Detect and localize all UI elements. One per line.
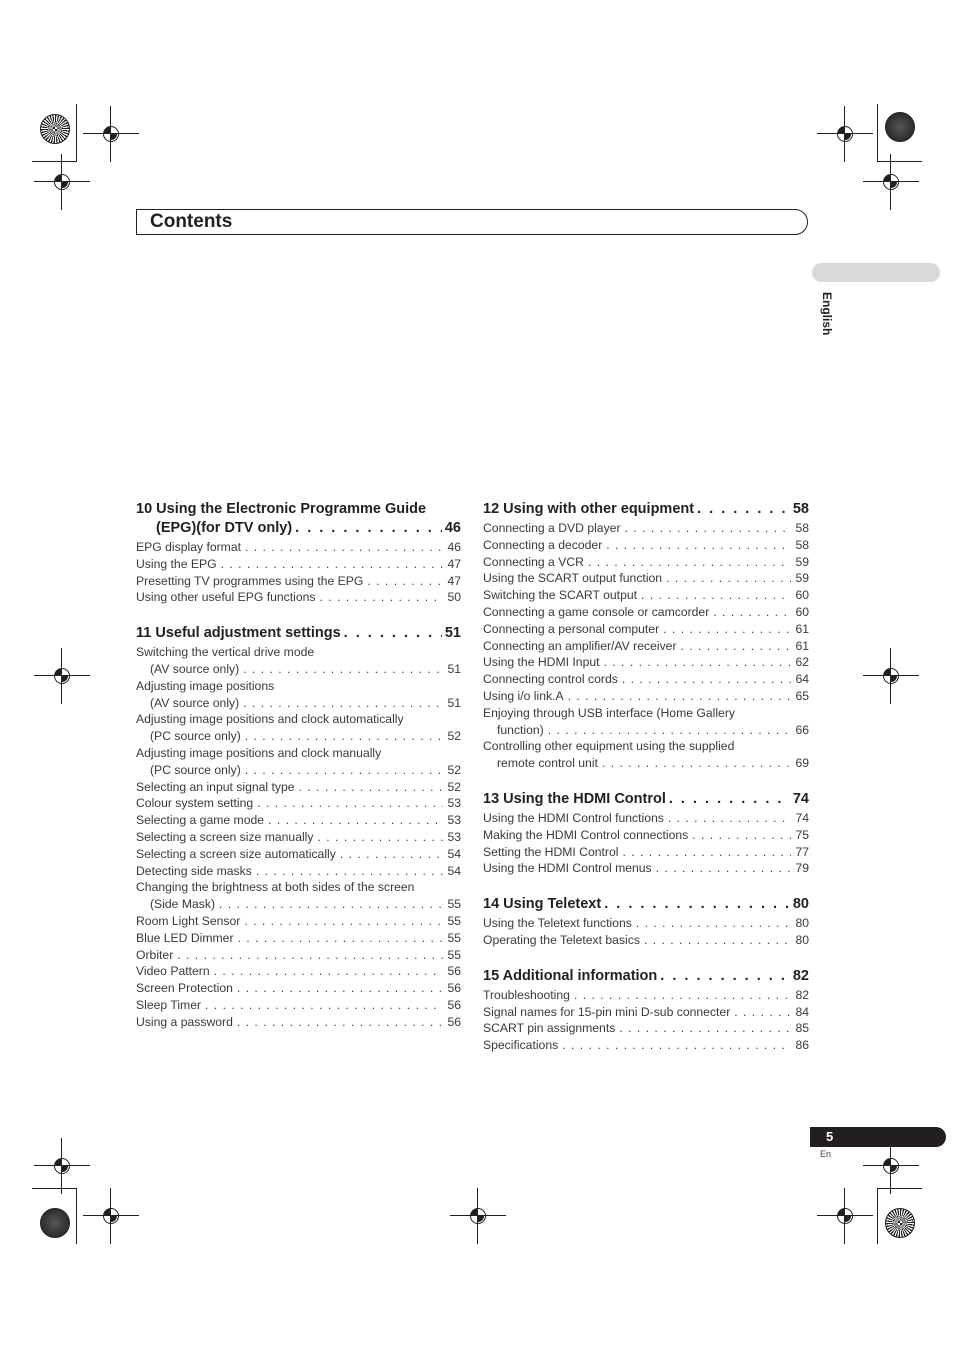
- crop-mark: [76, 1188, 77, 1244]
- toc-entry: [483, 570, 809, 587]
- page-number: 5: [826, 1129, 834, 1144]
- toc-entry-label: Connecting a decoder: [483, 537, 603, 552]
- toc-entry: [136, 1014, 461, 1031]
- toc-entry-row: [136, 829, 461, 846]
- toc-entry-label: Room Light Sensor: [136, 913, 241, 928]
- toc-entry: [483, 738, 809, 772]
- language-tab: [812, 263, 940, 282]
- section-heading-text: 14 Using Teletext: [483, 896, 602, 913]
- toc-entry-label: Using the HDMI Control functions: [483, 810, 664, 825]
- toc-entry-label: Using the HDMI Input: [483, 655, 600, 670]
- color-target-icon: [40, 114, 70, 144]
- toc-entry-label: Changing the brightness at both sides of the screen: [136, 880, 415, 895]
- dot-leader: [205, 997, 443, 1014]
- toc-entry: [483, 915, 809, 932]
- toc-entry-row: [136, 779, 461, 796]
- toc-entry-label: Troubleshooting: [483, 987, 570, 1002]
- toc-entry-label-cont: remote control unit: [497, 756, 598, 771]
- toc-entry-page: 77: [795, 844, 809, 859]
- toc-entry-page: 54: [447, 846, 461, 861]
- registration-mark-icon: [50, 664, 74, 688]
- toc-entry: [483, 844, 809, 861]
- toc-entry-continuation: [136, 661, 461, 678]
- toc-entry-page: 80: [795, 916, 809, 931]
- toc-entry-label-cont: (AV source only): [150, 661, 240, 676]
- toc-entry: [483, 671, 809, 688]
- dot-leader: [622, 671, 791, 688]
- toc-entry-row: [483, 671, 809, 688]
- crop-mark: [877, 1188, 922, 1189]
- toc-entry: [136, 539, 461, 556]
- dot-leader: [268, 812, 443, 829]
- dot-leader: [244, 913, 443, 930]
- toc-entry-page: 61: [795, 638, 809, 653]
- section-page-number: 58: [792, 501, 809, 517]
- toc-entry: [136, 913, 461, 930]
- toc-entry-label: Using i/o link.A: [483, 688, 564, 703]
- dot-leader: [734, 1004, 791, 1021]
- toc-entry-row: [136, 980, 461, 997]
- dot-leader: [625, 520, 791, 537]
- toc-entry-row: [483, 915, 809, 932]
- toc-entry-label: Presetting TV programmes using the EPG: [136, 573, 364, 588]
- registration-mark-icon: [879, 1154, 903, 1178]
- toc-entry-label: Using the SCART output function: [483, 571, 663, 586]
- toc-entry-page: 51: [447, 661, 461, 676]
- toc-entry-page: 56: [447, 1014, 461, 1029]
- toc-entry: [483, 537, 809, 554]
- page-language-code: En: [820, 1149, 832, 1159]
- toc-entry: [483, 810, 809, 827]
- toc-section: [483, 500, 809, 772]
- toc-entry-row: [136, 1014, 461, 1031]
- toc-entry-page: 52: [447, 779, 461, 794]
- toc-entry: [483, 587, 809, 604]
- section-heading: [483, 790, 809, 809]
- section-heading-line2: [136, 519, 461, 538]
- dot-leader: [299, 779, 443, 796]
- toc-entry-page: 58: [795, 537, 809, 552]
- dot-leader: [340, 846, 443, 863]
- toc-section: [483, 967, 809, 1054]
- toc-section: [136, 500, 461, 606]
- dot-leader: [295, 519, 442, 538]
- dot-leader: [636, 915, 791, 932]
- registration-mark-icon: [99, 122, 123, 146]
- toc-entry-row: [136, 573, 461, 590]
- dot-leader: [243, 661, 443, 678]
- color-target-icon: [40, 1208, 70, 1238]
- toc-entry-continuation: [136, 695, 461, 712]
- toc-entry: [136, 930, 461, 947]
- section-page-number: 82: [792, 967, 809, 984]
- dot-leader: [619, 1020, 791, 1037]
- toc-section: [136, 624, 461, 1030]
- toc-entry: [136, 846, 461, 863]
- toc-entry-label: Switching the vertical drive mode: [136, 645, 315, 660]
- toc-entry-label: Selecting a screen size automatically: [136, 846, 336, 861]
- toc-entry: [136, 812, 461, 829]
- toc-entry: [483, 987, 809, 1004]
- toc-entry: [483, 621, 809, 638]
- toc-entry-page: 56: [447, 964, 461, 979]
- toc-entry-row: [483, 932, 809, 949]
- toc-entry-continuation: [136, 728, 461, 745]
- toc-entry-page: 62: [795, 655, 809, 670]
- toc-entry-label: Signal names for 15-pin mini D-sub connecter: [483, 1004, 731, 1019]
- dot-leader: [574, 987, 791, 1004]
- section-heading-line1: 10 Using the Electronic Programme Guide: [136, 501, 427, 517]
- toc-entry-label-cont: (Side Mask): [150, 897, 216, 912]
- page-title-bar: [136, 209, 808, 235]
- toc-entry-continuation: [136, 896, 461, 913]
- toc-entry-page: 55: [447, 913, 461, 928]
- toc-entry-page: 58: [795, 521, 809, 535]
- toc-entry-label: Orbiter: [136, 947, 174, 962]
- dot-leader: [660, 967, 790, 986]
- registration-mark-icon: [833, 122, 857, 146]
- toc-entry-label: Using the Teletext functions: [483, 916, 632, 931]
- toc-entry-page: 47: [447, 573, 461, 588]
- toc-entry-label-cont: (AV source only): [150, 695, 240, 710]
- dot-leader: [668, 810, 791, 827]
- toc-entry-page: 52: [447, 762, 461, 777]
- section-heading: [136, 624, 461, 643]
- toc-entry: [136, 980, 461, 997]
- toc-entry: [136, 589, 461, 606]
- registration-mark-icon: [50, 170, 74, 194]
- toc-entry-page: 66: [795, 722, 809, 737]
- dot-leader: [237, 1014, 443, 1031]
- toc-entry: [483, 1020, 809, 1037]
- toc-column-left: [136, 500, 461, 1049]
- toc-entry: [483, 554, 809, 571]
- toc-entry-row: [483, 688, 809, 705]
- toc-entry-label: Adjusting image positions: [136, 678, 275, 693]
- toc-entry-page: 55: [447, 947, 461, 962]
- toc-entry-row: [483, 604, 809, 621]
- toc-entry-label: Connecting an amplifier/AV receiver: [483, 638, 677, 653]
- toc-entry-page: 79: [795, 861, 809, 876]
- toc-entry: [136, 997, 461, 1014]
- dot-leader: [320, 589, 443, 606]
- dot-leader: [641, 587, 791, 604]
- section-page-number: 80: [792, 896, 809, 913]
- toc-entry-label: Switching the SCART output: [483, 588, 638, 603]
- toc-entry: [136, 745, 461, 779]
- toc-entry-label: EPG display format: [136, 540, 241, 554]
- crop-mark: [877, 161, 922, 162]
- crop-mark: [76, 104, 77, 162]
- toc-entry: [483, 638, 809, 655]
- toc-entry: [136, 678, 461, 712]
- dot-leader: [663, 621, 791, 638]
- dot-leader: [245, 728, 443, 745]
- dot-leader: [344, 624, 442, 643]
- toc-entry-label: Using a password: [136, 1014, 233, 1029]
- section-heading: [483, 500, 809, 519]
- dot-leader: [622, 844, 791, 861]
- toc-entry-page: 60: [795, 604, 809, 619]
- toc-entry-page: 59: [795, 571, 809, 586]
- crop-mark: [877, 1188, 878, 1244]
- toc-entry-row: [483, 844, 809, 861]
- toc-entry-label: Adjusting image positions and clock automatically: [136, 712, 404, 727]
- toc-entry-row: [136, 963, 461, 980]
- dot-leader: [318, 829, 444, 846]
- toc-entry: [136, 711, 461, 745]
- section-heading-text: (EPG)(for DTV only): [156, 520, 293, 536]
- dot-leader: [697, 500, 790, 519]
- toc-entry-row: [136, 556, 461, 573]
- toc-entry-row: [483, 520, 809, 537]
- dot-leader: [219, 896, 443, 913]
- toc-entry-row: [483, 638, 809, 655]
- toc-entry: [483, 1004, 809, 1021]
- toc-entry-label: Enjoying through USB interface (Home Gallery: [483, 705, 735, 720]
- section-heading: [483, 895, 809, 914]
- toc-entry-continuation: [483, 755, 809, 772]
- toc-entry-row: [483, 827, 809, 844]
- toc-entry: [483, 860, 809, 877]
- toc-entry-row: [483, 1037, 809, 1054]
- toc-entry: [483, 705, 809, 739]
- color-target-icon: [885, 112, 915, 142]
- dot-leader: [656, 860, 791, 877]
- toc-entry-label-cont: (PC source only): [150, 762, 241, 777]
- toc-entry-row: [483, 570, 809, 587]
- toc-entry-label: Video Pattern: [136, 964, 210, 979]
- toc-entry-page: 85: [795, 1021, 809, 1036]
- toc-entry-label: Adjusting image positions and clock manually: [136, 745, 382, 760]
- toc-entry-row: [483, 860, 809, 877]
- toc-entry-label: Connecting a VCR: [483, 554, 584, 569]
- dot-leader: [562, 1037, 791, 1054]
- toc-entry-label: Specifications: [483, 1038, 559, 1053]
- section-heading: [483, 967, 809, 986]
- toc-entry-label: Using other useful EPG functions: [136, 590, 316, 605]
- toc-entry-page: 75: [795, 827, 809, 842]
- toc-entry-row: [483, 554, 809, 571]
- toc-section: [483, 895, 809, 949]
- toc-entry-page: 56: [447, 981, 461, 996]
- toc-entry-page: 61: [795, 621, 809, 636]
- toc-entry-label: Screen Protection: [136, 981, 233, 996]
- toc-entry-label: Setting the HDMI Control: [483, 844, 619, 859]
- dot-leader: [245, 762, 443, 779]
- dot-leader: [221, 556, 443, 573]
- dot-leader: [606, 537, 791, 554]
- registration-mark-icon: [99, 1204, 123, 1228]
- toc-entry: [483, 604, 809, 621]
- toc-entry-label-cont: function): [497, 722, 544, 737]
- dot-leader: [367, 573, 443, 590]
- registration-mark-icon: [879, 170, 903, 194]
- crop-mark: [32, 161, 77, 162]
- registration-mark-icon: [833, 1204, 857, 1228]
- toc-entry-label: Making the HDMI Control connections: [483, 827, 689, 842]
- toc-entry-page: 55: [447, 897, 461, 912]
- toc-entry-row: [136, 930, 461, 947]
- toc-entry-label: Operating the Teletext basics: [483, 932, 640, 947]
- toc-entry-label: Connecting a game console or camcorder: [483, 604, 710, 619]
- section-heading-text: 15 Additional information: [483, 967, 658, 984]
- toc-section: [483, 790, 809, 877]
- toc-entry-row: [483, 621, 809, 638]
- toc-entry-page: 53: [447, 813, 461, 828]
- dot-leader: [666, 570, 791, 587]
- toc-entry-page: 46: [447, 540, 461, 554]
- toc-entry-label: Selecting a screen size manually: [136, 829, 314, 844]
- toc-entry-label-cont: (PC source only): [150, 729, 241, 744]
- toc-entry: [136, 963, 461, 980]
- dot-leader: [256, 863, 443, 880]
- dot-leader: [245, 539, 443, 556]
- crop-mark: [32, 1188, 77, 1189]
- toc-entry: [483, 654, 809, 671]
- dot-leader: [604, 654, 791, 671]
- section-heading: [136, 500, 461, 538]
- toc-entry: [483, 932, 809, 949]
- toc-entry-page: 74: [795, 810, 809, 825]
- toc-entry-page: 86: [795, 1038, 809, 1053]
- toc-entry: [136, 863, 461, 880]
- toc-entry-row: [136, 539, 461, 556]
- toc-entry-label: SCART pin assignments: [483, 1021, 616, 1036]
- toc-entry-page: 50: [447, 590, 461, 605]
- section-page-number: 46: [444, 520, 461, 536]
- toc-entry-page: 65: [795, 688, 809, 703]
- toc-entry: [136, 829, 461, 846]
- toc-entry-page: 54: [447, 863, 461, 878]
- registration-mark-icon: [50, 1154, 74, 1178]
- toc-entry-label: Using the HDMI Control menus: [483, 861, 652, 876]
- toc-entry-page: 56: [447, 997, 461, 1012]
- toc-entry-label: Sleep Timer: [136, 997, 202, 1012]
- toc-entry: [483, 827, 809, 844]
- dot-leader: [238, 930, 443, 947]
- toc-entry-label: Blue LED Dimmer: [136, 930, 234, 945]
- registration-mark-icon: [879, 664, 903, 688]
- section-heading-text: 12 Using with other equipment: [483, 501, 695, 517]
- toc-entry-label: Colour system setting: [136, 796, 254, 811]
- dot-leader: [669, 790, 790, 809]
- dot-leader: [243, 695, 443, 712]
- toc-entry: [136, 556, 461, 573]
- toc-entry-page: 64: [795, 672, 809, 687]
- dot-leader: [177, 947, 443, 964]
- dot-leader: [681, 638, 791, 655]
- dot-leader: [588, 554, 791, 571]
- section-heading-text: 13 Using the HDMI Control: [483, 790, 666, 807]
- toc-entry-row: [136, 947, 461, 964]
- toc-column-right: [483, 500, 809, 1072]
- toc-entry: [136, 795, 461, 812]
- toc-entry-row: [483, 654, 809, 671]
- toc-entry-label: Using the EPG: [136, 556, 217, 571]
- toc-entry: [136, 879, 461, 913]
- toc-entry-page: 82: [795, 987, 809, 1002]
- toc-entry-row: [136, 863, 461, 880]
- toc-entry-label: Selecting an input signal type: [136, 779, 295, 794]
- toc-entry-page: 59: [795, 554, 809, 569]
- toc-entry-continuation: [483, 722, 809, 739]
- dot-leader: [548, 722, 791, 739]
- section-page-number: 51: [444, 625, 461, 642]
- toc-entry-row: [136, 812, 461, 829]
- toc-entry-row: [136, 913, 461, 930]
- toc-entry-row: [483, 1020, 809, 1037]
- toc-entry-page: 80: [795, 932, 809, 947]
- toc-entry-row: [483, 537, 809, 554]
- toc-entry-row: [483, 987, 809, 1004]
- toc-entry-page: 84: [795, 1004, 809, 1019]
- toc-entry-row: [136, 589, 461, 606]
- dot-leader: [237, 980, 443, 997]
- dot-leader: [602, 755, 791, 772]
- toc-entry-label: Connecting a DVD player: [483, 521, 621, 535]
- toc-entry: [483, 520, 809, 537]
- toc-entry-label: Connecting a personal computer: [483, 621, 660, 636]
- dot-leader: [214, 963, 443, 980]
- toc-entry-label: Controlling other equipment using the supplied: [483, 739, 735, 754]
- toc-entry: [136, 779, 461, 796]
- registration-mark-icon: [466, 1204, 490, 1228]
- toc-entry-row: [483, 810, 809, 827]
- toc-entry-page: 51: [447, 695, 461, 710]
- toc-entry: [136, 573, 461, 590]
- toc-entry: [136, 947, 461, 964]
- dot-leader: [713, 604, 791, 621]
- dot-leader: [644, 932, 791, 949]
- section-heading-text: 11 Useful adjustment settings: [136, 625, 341, 642]
- toc-entry-page: 53: [447, 796, 461, 811]
- toc-entry-row: [136, 795, 461, 812]
- toc-entry-page: 55: [447, 930, 461, 945]
- dot-leader: [604, 895, 790, 914]
- dot-leader: [692, 827, 791, 844]
- toc-entry-row: [136, 846, 461, 863]
- page-title: Contents: [150, 211, 233, 232]
- toc-entry-page: 52: [447, 729, 461, 744]
- toc-entry-page: 69: [795, 756, 809, 771]
- toc-entry-page: 60: [795, 588, 809, 603]
- toc-entry-page: 53: [447, 829, 461, 844]
- toc-entry: [136, 644, 461, 678]
- toc-entry-label: Connecting control cords: [483, 672, 618, 687]
- language-label: English: [820, 292, 834, 336]
- color-target-icon: [885, 1208, 915, 1238]
- toc-entry-row: [483, 587, 809, 604]
- dot-leader: [257, 795, 443, 812]
- crop-mark: [877, 104, 878, 162]
- toc-entry: [483, 1037, 809, 1054]
- toc-entry: [483, 688, 809, 705]
- dot-leader: [568, 688, 791, 705]
- toc-entry-row: [483, 1004, 809, 1021]
- toc-entry-label: Detecting side masks: [136, 863, 252, 878]
- toc-entry-page: 47: [447, 556, 461, 571]
- toc-entry-row: [136, 997, 461, 1014]
- toc-entry-label: Selecting a game mode: [136, 813, 265, 828]
- toc-entry-continuation: [136, 762, 461, 779]
- section-page-number: 74: [792, 790, 809, 807]
